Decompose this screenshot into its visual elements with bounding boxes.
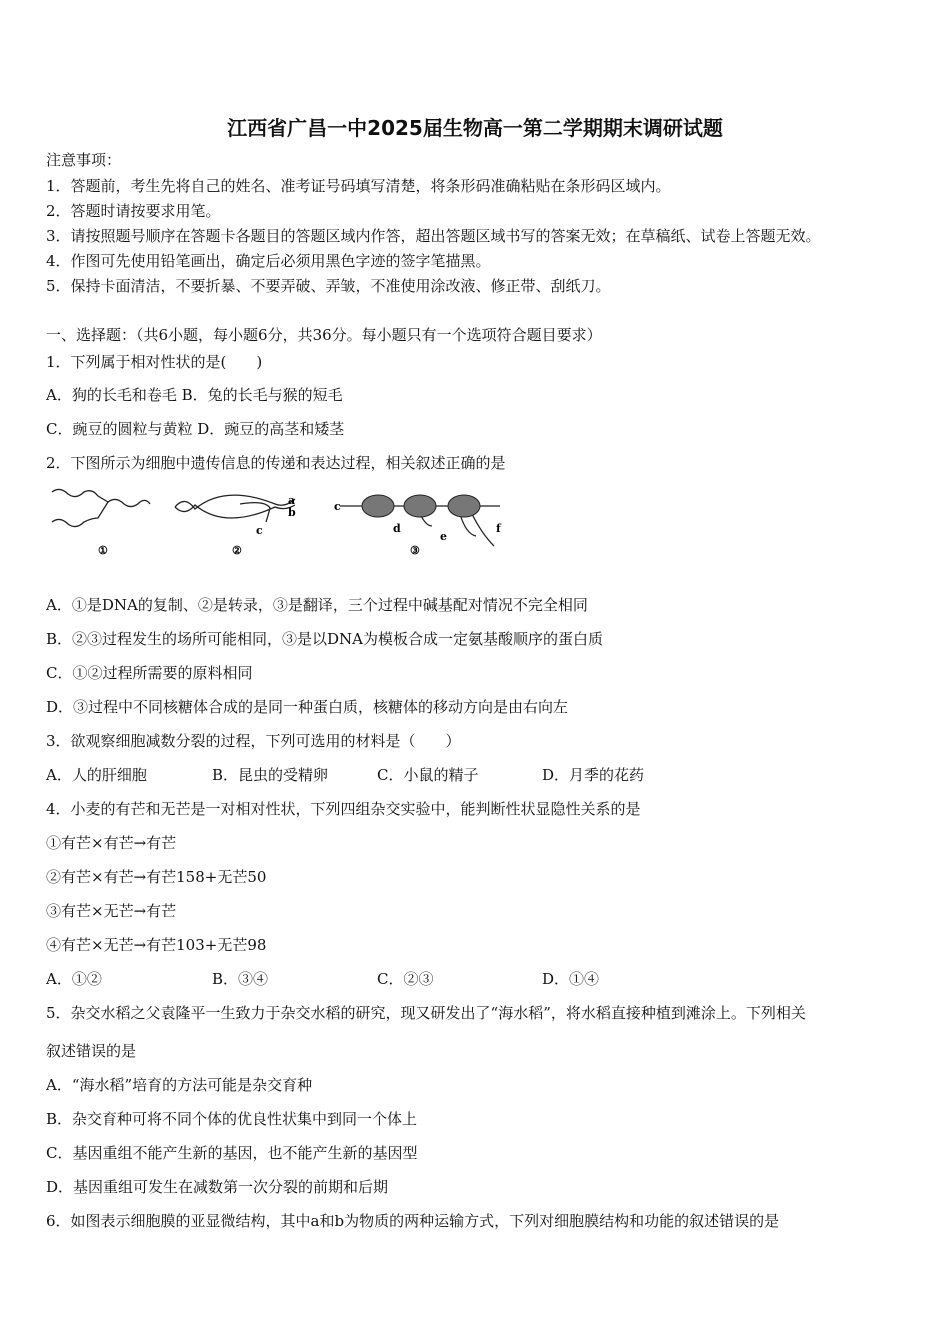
figure-letter: e: [440, 530, 447, 543]
q5-option: D．基因重组可发生在减数第一次分裂的前期和后期: [46, 1178, 389, 1196]
figure-label: ①: [98, 544, 108, 557]
q5-option: C．基因重组不能产生新的基因，也不能产生新的基因型: [46, 1144, 418, 1162]
q4-stem: 4．小麦的有芒和无芒是一对相对性状，下列四组杂交实验中，能判断性状显隐性关系的是: [46, 800, 641, 818]
q5-option: A．“海水稻”培育的方法可能是杂交育种: [46, 1076, 313, 1094]
q4-option: C．②③: [377, 970, 434, 988]
notice-item: 4．作图可先使用铅笔画出，确定后必须用黑色字迹的签字笔描黑。: [46, 252, 491, 270]
dna-strand: [175, 505, 295, 518]
q4-option: D．①④: [542, 970, 600, 988]
q2-option: A．①是DNA的复制、②是转录，③是翻译，三个过程中碱基配对情况不完全相同: [46, 596, 588, 614]
q1-stem: 1．下列属于相对性状的是( ): [46, 353, 263, 371]
q6-stem: 6．如图表示细胞膜的亚显微结构，其中a和b为物质的两种运输方式，下列对细胞膜结构和功能的叙述错误的是: [46, 1212, 780, 1230]
q4-cross: ①有芒×有芒→有芒: [46, 834, 177, 852]
q1-options: A．狗的长毛和卷毛 B．兔的长毛与猴的短毛: [46, 386, 343, 404]
q4-option: B．③④: [212, 970, 269, 988]
q3-option: A．人的肝细胞: [46, 766, 147, 784]
gene-expression-figure: [40, 482, 520, 562]
figure-label: ②: [232, 544, 242, 557]
q1-options: C．豌豆的圆粒与黄粒 D．豌豆的高茎和矮茎: [46, 420, 345, 438]
figure-letter: c: [334, 500, 341, 513]
notice-item: 2．答题时请按要求用笔。: [46, 202, 221, 220]
figure-letter: a: [288, 494, 296, 507]
notice-item: 3．请按照题号顺序在答题卡各题目的答题区域内作答，超出答题区域书写的答案无效；在草稿纸、试卷上答题无效。: [46, 227, 821, 245]
peptide-chains: [420, 514, 494, 546]
dna-strand: [52, 502, 108, 527]
q4-cross: ②有芒×有芒→有芒158+无芒50: [46, 868, 267, 886]
q3-stem: 3．欲观察细胞减数分裂的过程，下列可选用的材料是（ ）: [46, 732, 461, 750]
notice-item: 5．保持卡面清洁，不要折暴、不要弄破、弄皱，不准使用涂改液、修正带、刮纸刀。: [46, 277, 611, 295]
q3-option: B．昆虫的受精卵: [212, 766, 329, 784]
q3-option: C．小鼠的精子: [377, 766, 479, 784]
q2-option: B．②③过程发生的场所可能相同，③是以DNA为模板合成一定氨基酸顺序的蛋白质: [46, 630, 604, 648]
figure-label: ③: [410, 544, 420, 557]
notice-heading: 注意事项：: [46, 151, 122, 169]
section-heading: 一、选择题：（共6小题，每小题6分，共36分。每小题只有一个选项符合题目要求）: [46, 326, 602, 344]
q2-stem: 2．下图所示为细胞中遗传信息的传递和表达过程，相关叙述正确的是: [46, 454, 506, 472]
figure-letter: f: [496, 522, 501, 535]
notice-item: 1．答题前，考生先将自己的姓名、准考证号码填写清楚，将条形码准确粘贴在条形码区域内。: [46, 177, 671, 195]
q2-option: C．①②过程所需要的原料相同: [46, 664, 253, 682]
q4-cross: ③有芒×无芒→有芒: [46, 902, 177, 920]
q5-stem: 5．杂交水稻之父袁隆平一生致力于杂交水稻的研究，现又研发出了“海水稻”，将水稻直接种植到滩涂上。下列相关: [46, 1004, 806, 1022]
q4-option: A．①②: [46, 970, 102, 988]
figure-letter: c: [256, 524, 263, 537]
dna-strand: [52, 489, 150, 506]
q3-option: D．月季的花药: [542, 766, 645, 784]
q2-option: D．③过程中不同核糖体合成的是同一种蛋白质，核糖体的移动方向是由右向左: [46, 698, 569, 716]
figure-letter: d: [393, 522, 401, 535]
page-title: 江西省广昌一中2025届生物高一第二学期期末调研试题: [227, 116, 723, 140]
rna-strand: [240, 503, 270, 522]
q5-stem: 叙述错误的是: [46, 1042, 137, 1060]
q5-option: B．杂交育种可将不同个体的优良性状集中到同一个体上: [46, 1110, 418, 1128]
q4-cross: ④有芒×无芒→有芒103+无芒98: [46, 936, 267, 954]
figure-letter: b: [288, 506, 296, 519]
